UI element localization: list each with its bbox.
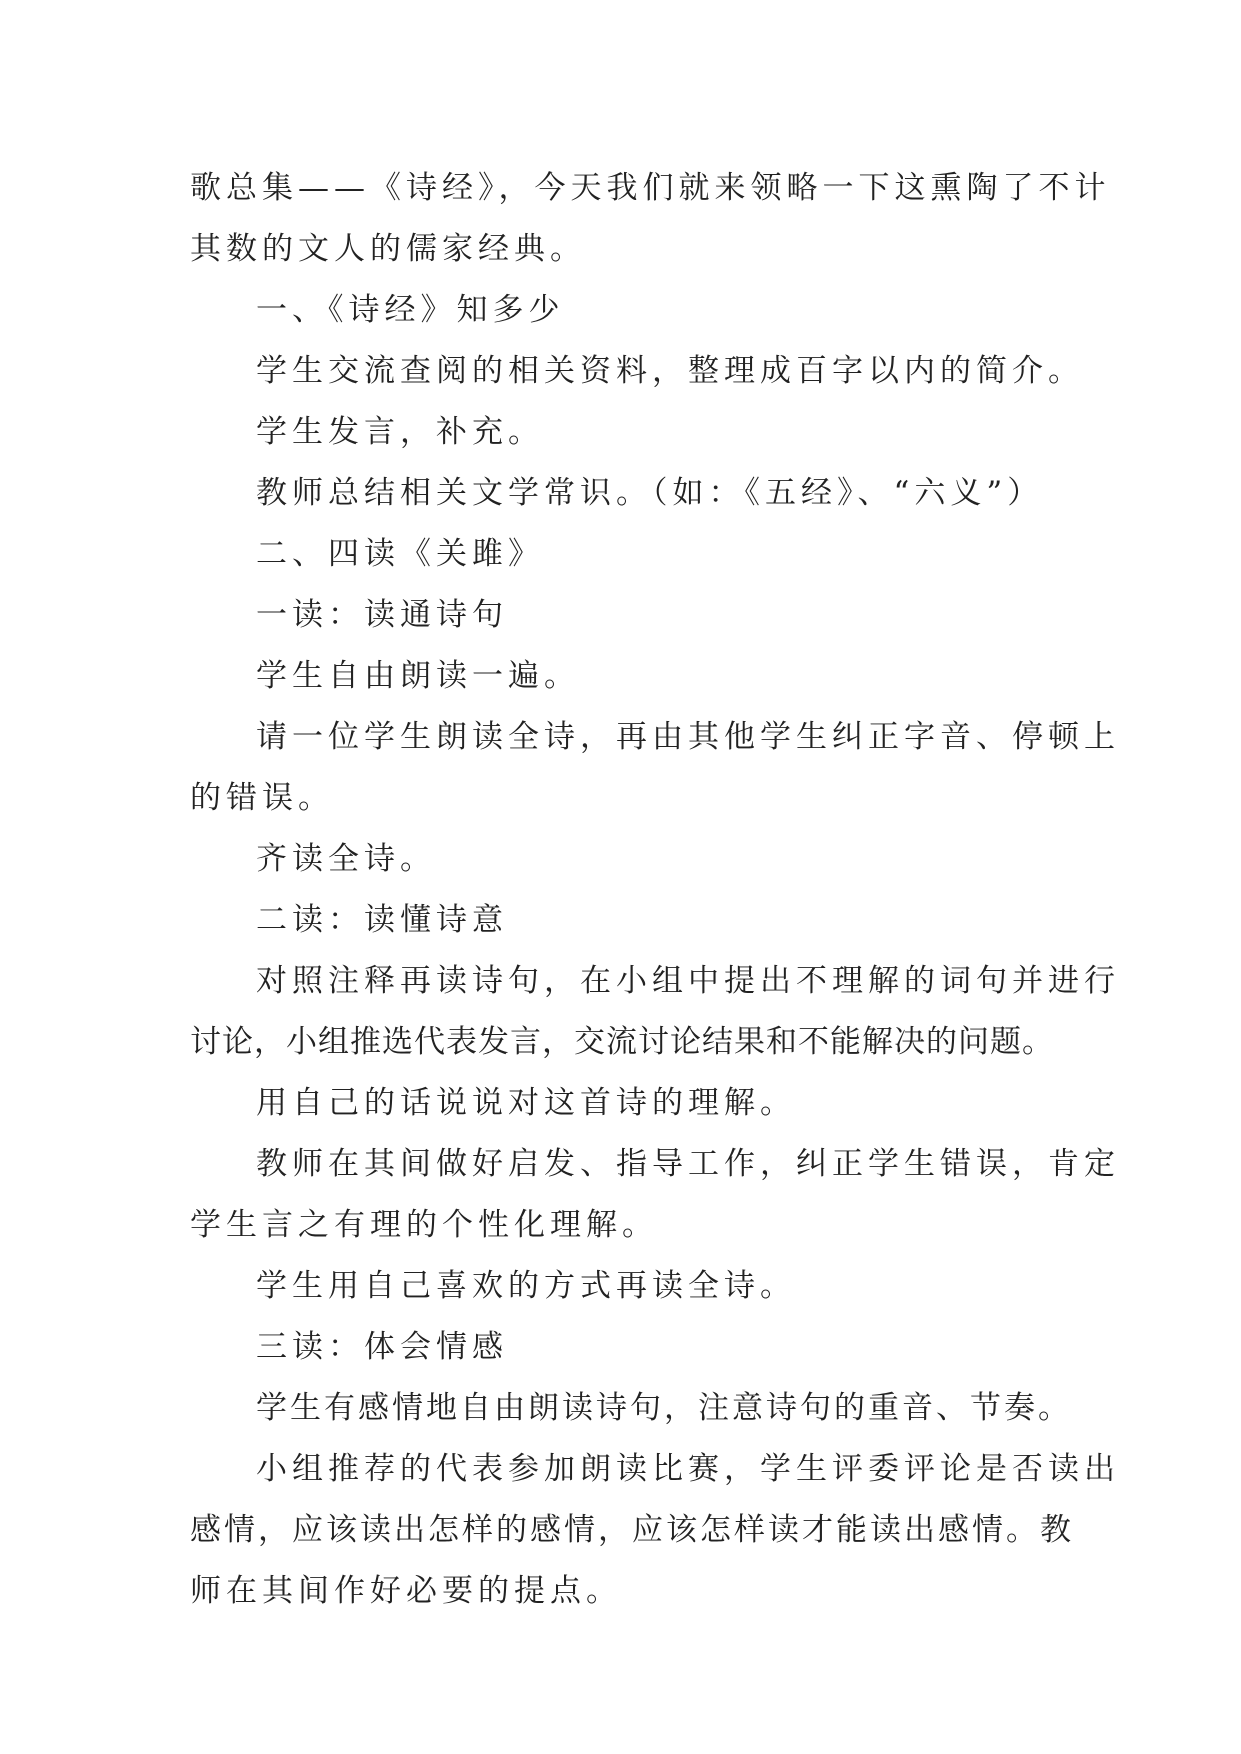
text-line: 齐读全诗。 (256, 841, 436, 877)
text-line: 学生自由朗读一遍。 (256, 658, 580, 694)
subsection-heading: 三读：体会情感 (256, 1329, 508, 1365)
text-line: 小组推荐的代表参加朗读比赛，学生评委评论是否读出 (256, 1451, 1120, 1487)
subsection-heading: 二读：读懂诗意 (256, 902, 508, 938)
text-line: 的错误。 (190, 780, 334, 816)
text-line: 教师在其间做好启发、指导工作，纠正学生错误，肯定 (256, 1146, 1120, 1182)
text-line: 教师总结相关文学常识。（如：《五经》、“六义”） (256, 475, 1044, 511)
subsection-heading: 一读：读通诗句 (256, 597, 508, 633)
text-line: 其数的文人的儒家经典。 (190, 231, 586, 267)
text-line: 感情，应该读出怎样的感情，应该怎样读才能读出感情。教 (190, 1512, 1074, 1548)
section-heading: 一、《诗经》知多少 (256, 292, 565, 328)
text-line: 对照注释再读诗句，在小组中提出不理解的词句并进行 (256, 963, 1120, 999)
document-body (190, 158, 1120, 1622)
text-line: 请一位学生朗读全诗，再由其他学生纠正字音、停顿上 (256, 719, 1120, 755)
text-line: 用自己的话说说对这首诗的理解。 (256, 1085, 796, 1121)
text-line: 讨论，小组推选代表发言，交流讨论结果和不能解决的问题。 (190, 1024, 1054, 1060)
section-heading: 二、四读《关雎》 (256, 536, 544, 572)
text-line: 师在其间作好必要的提点。 (190, 1573, 622, 1609)
text-line: 学生交流查阅的相关资料，整理成百字以内的简介。 (256, 353, 1084, 389)
text-line: 学生言之有理的个性化理解。 (190, 1207, 658, 1243)
text-line: 学生发言，补充。 (256, 414, 544, 450)
text-line: 学生有感情地自由朗读诗句，注意诗句的重音、节奏。 (256, 1390, 1072, 1426)
text-line: 学生用自己喜欢的方式再读全诗。 (256, 1268, 796, 1304)
text-line: 歌总集——《诗经》，今天我们就来领略一下这熏陶了不计 (190, 170, 1111, 206)
